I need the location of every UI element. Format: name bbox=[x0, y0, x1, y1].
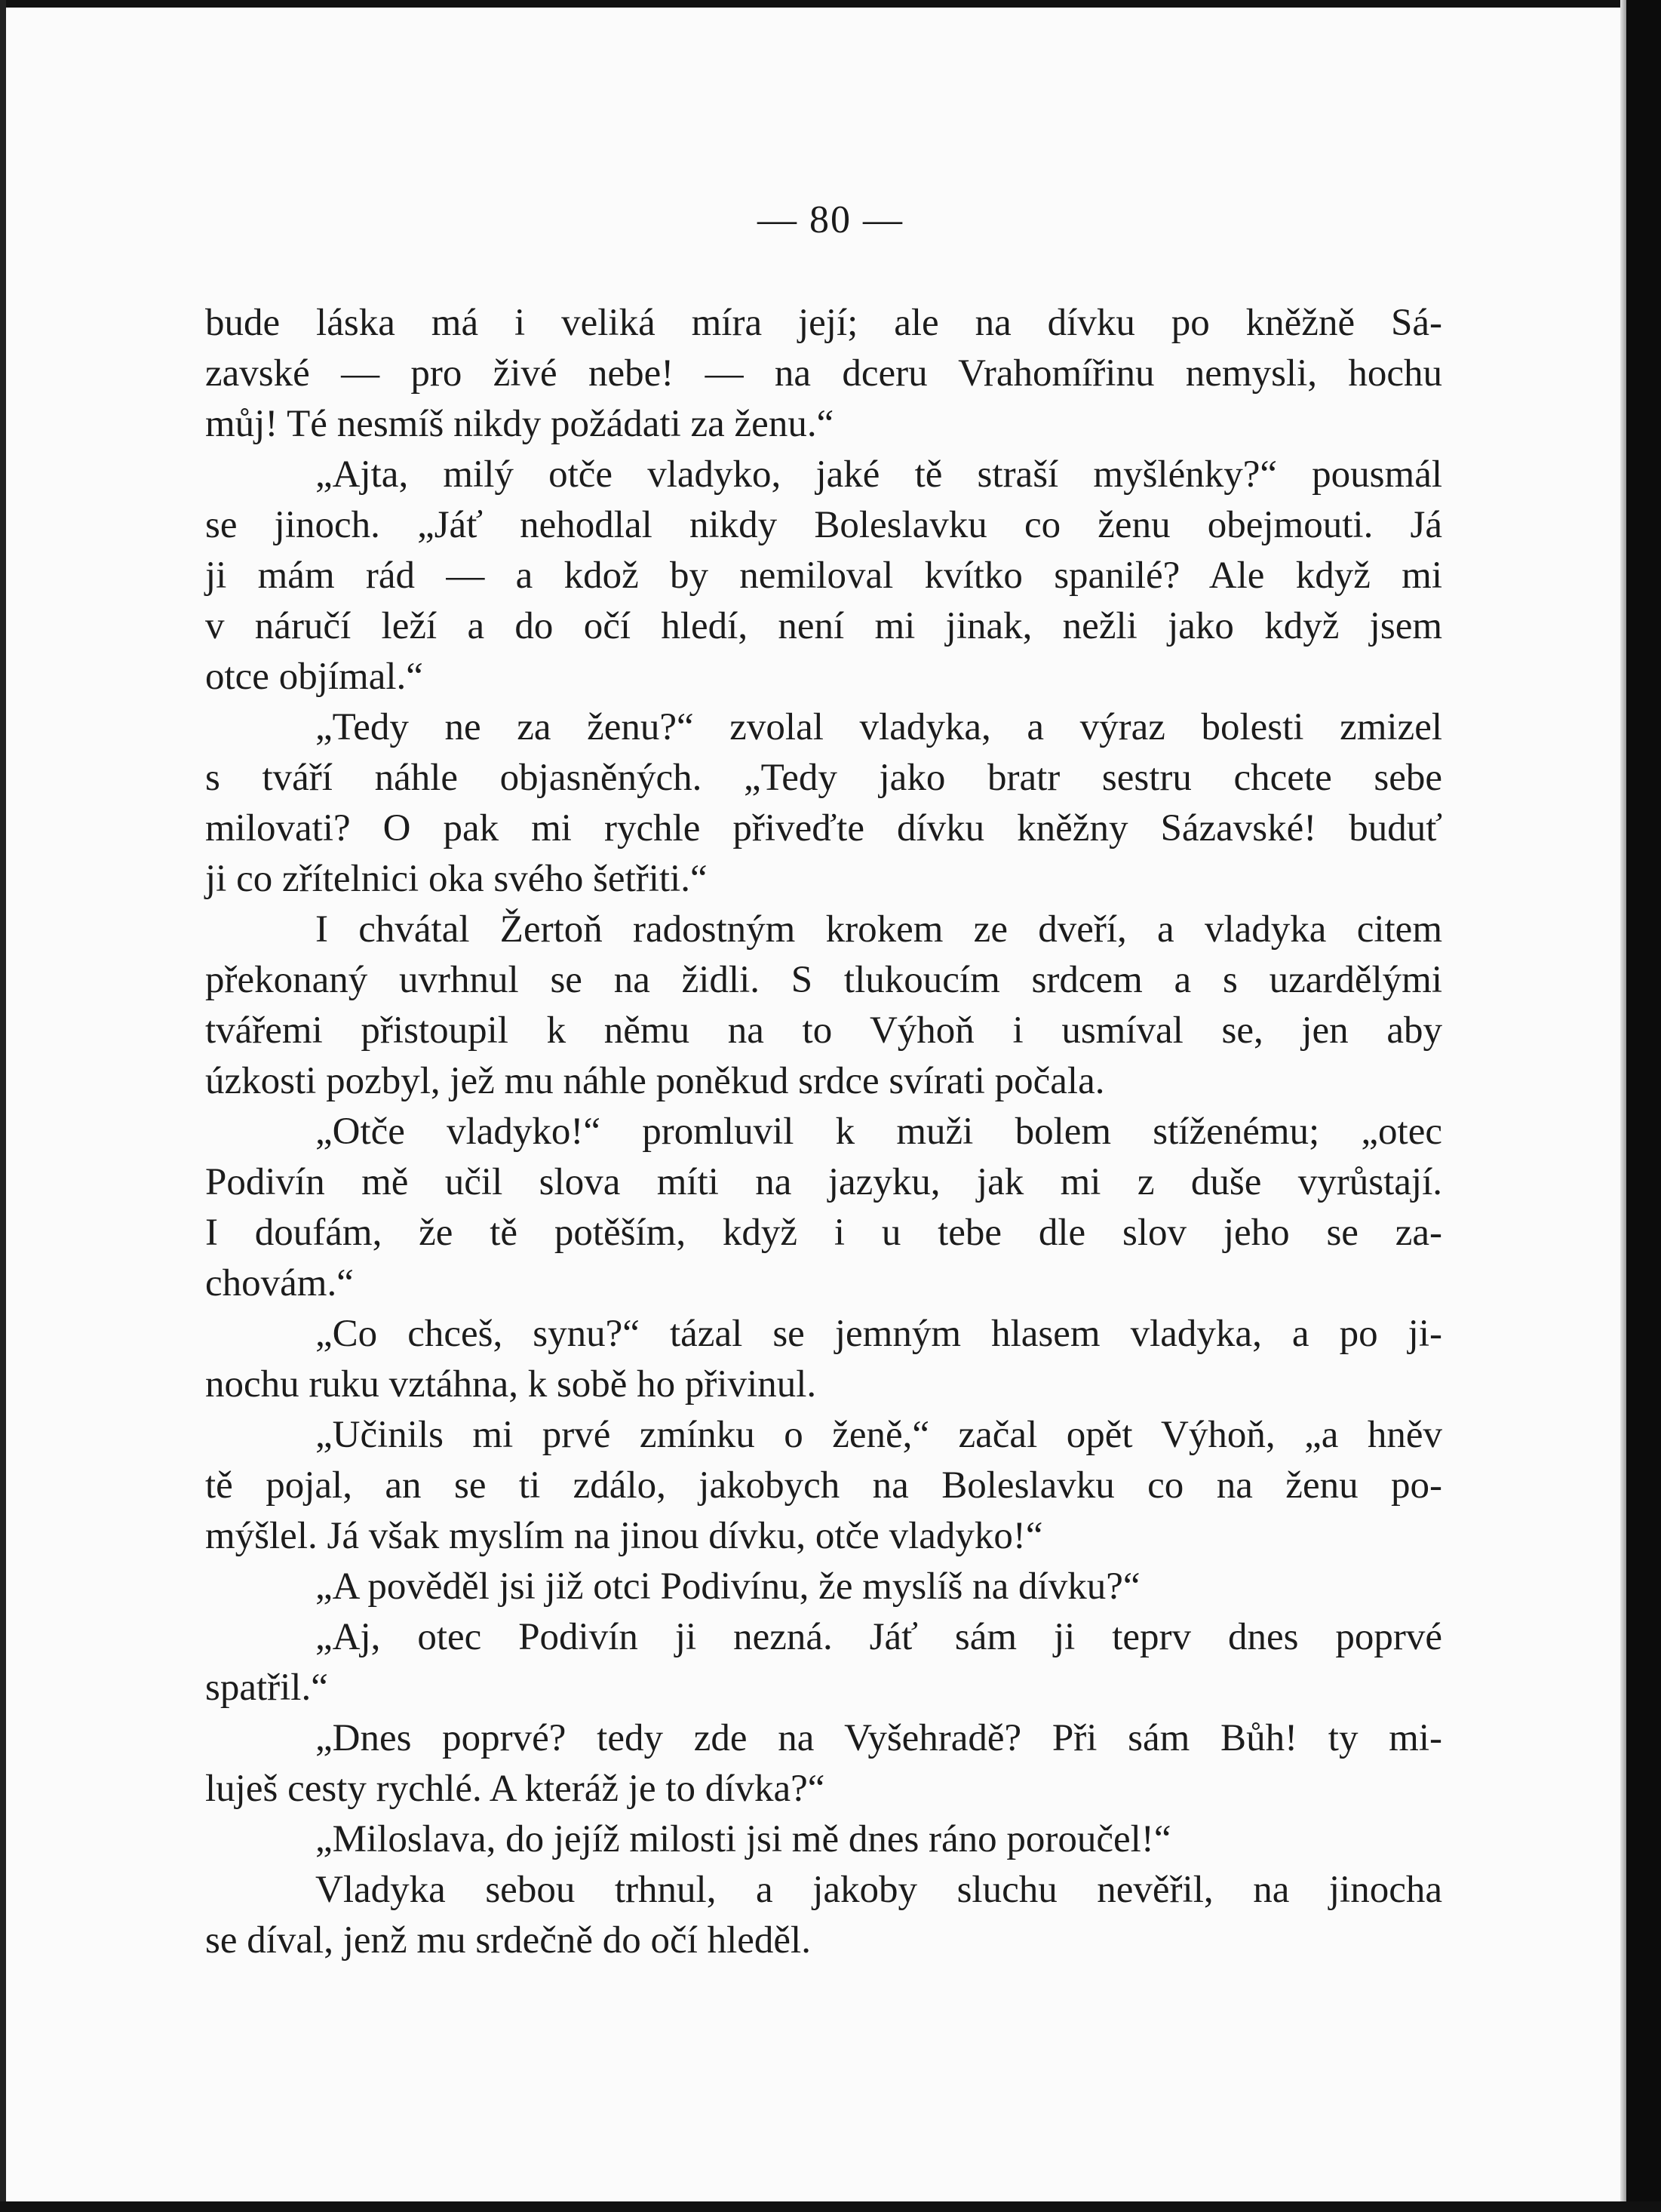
scan-border-left bbox=[0, 0, 6, 2212]
body-text bbox=[205, 298, 1442, 1966]
text-line: zavské — pro živé nebe! — na dceru Vrahomířinu nemysli, hochu bbox=[205, 352, 1442, 395]
text-line: Vladyka sebou trhnul, a jakoby sluchu nevěřil, na jinocha bbox=[315, 1869, 1442, 1911]
page-number: — 80 — bbox=[757, 198, 904, 241]
text-line: otce objímal.“ bbox=[205, 656, 423, 698]
text-line: „A pověděl jsi již otci Podivínu, že myslíš na dívku?“ bbox=[315, 1565, 1141, 1608]
text-line: „Tedy ne za ženu?“ zvolal vladyka, a výraz bolesti zmizel bbox=[315, 706, 1442, 748]
text-line: milovati? O pak mi rychle přiveďte dívku kněžny Sázavské! buduť bbox=[205, 807, 1442, 849]
text-line: Podivín mě učil slova míti na jazyku, jak mi z duše vyrůstají. bbox=[205, 1161, 1442, 1203]
text-line: „Otče vladyko!“ promluvil k muži bolem stíženému; „otec bbox=[315, 1111, 1442, 1153]
text-line: tě pojal, an se ti zdálo, jakobych na Boleslavku co na ženu po- bbox=[205, 1464, 1442, 1507]
text-line: překonaný uvrhnul se na židli. S tlukoucím srdcem a s uzardělými bbox=[205, 959, 1442, 1001]
text-line: mýšlel. Já však myslím na jinou dívku, otče vladyko!“ bbox=[205, 1515, 1043, 1557]
text-line: úzkosti pozbyl, jež mu náhle poněkud srdce svírati počala. bbox=[205, 1060, 1105, 1102]
scan-border-right bbox=[1626, 0, 1661, 2212]
text-line: bude láska má i veliká míra její; ale na dívku po kněžně Sá- bbox=[205, 302, 1442, 344]
text-line: „Co chceš, synu?“ tázal se jemným hlasem vladyka, a po ji- bbox=[315, 1313, 1442, 1355]
text-line: „Miloslava, do jejíž milosti jsi mě dnes ráno poroučel!“ bbox=[315, 1818, 1171, 1860]
text-line: můj! Té nesmíš nikdy požádati za ženu.“ bbox=[205, 403, 834, 445]
text-line: ji co zřítelnici oka svého šetřiti.“ bbox=[205, 858, 708, 900]
text-line: chovám.“ bbox=[205, 1262, 354, 1304]
text-line: „Učinils mi prvé zmínku o ženě,“ začal opět Výhoň, „a hněv bbox=[315, 1414, 1442, 1456]
text-line: nochu ruku vztáhna, k sobě ho přivinul. bbox=[205, 1363, 817, 1406]
text-line: s tváří náhle objasněných. „Tedy jako bratr sestru chcete sebe bbox=[205, 757, 1442, 799]
text-line: tvářemi přistoupil k němu na to Výhoň i usmíval se, jen aby bbox=[205, 1009, 1442, 1052]
text-line: „Ajta, milý otče vladyko, jaké tě straší myšlénky?“ pousmál bbox=[315, 453, 1442, 496]
text-line: se díval, jenž mu srdečně do očí hleděl. bbox=[205, 1919, 811, 1962]
text-line: I chvátal Žertoň radostným krokem ze dveří, a vladyka citem bbox=[315, 908, 1442, 951]
scan-border-bottom bbox=[0, 2201, 1661, 2212]
scan-border-top bbox=[0, 0, 1661, 8]
text-line: „Dnes poprvé? tedy zde na Vyšehradě? Při sám Bůh! ty mi- bbox=[315, 1717, 1442, 1759]
text-line: v náručí leží a do očí hledí, není mi jinak, nežli jako když jsem bbox=[205, 605, 1442, 647]
text-line: spatřil.“ bbox=[205, 1667, 328, 1709]
text-line: I doufám, že tě potěším, když i u tebe dle slov jeho se za- bbox=[205, 1212, 1442, 1254]
text-line: „Aj, otec Podivín ji nezná. Jáť sám ji teprv dnes poprvé bbox=[315, 1616, 1442, 1658]
text-line: ji mám rád — a kdož by nemiloval kvítko spanilé? Ale když mi bbox=[205, 555, 1442, 597]
text-line: luješ cesty rychlé. A kteráž je to dívka?“ bbox=[205, 1768, 825, 1810]
page-edge-shadow bbox=[1620, 0, 1626, 2212]
text-line: se jinoch. „Jáť nehodlal nikdy Boleslavku co ženu obejmouti. Já bbox=[205, 504, 1442, 546]
